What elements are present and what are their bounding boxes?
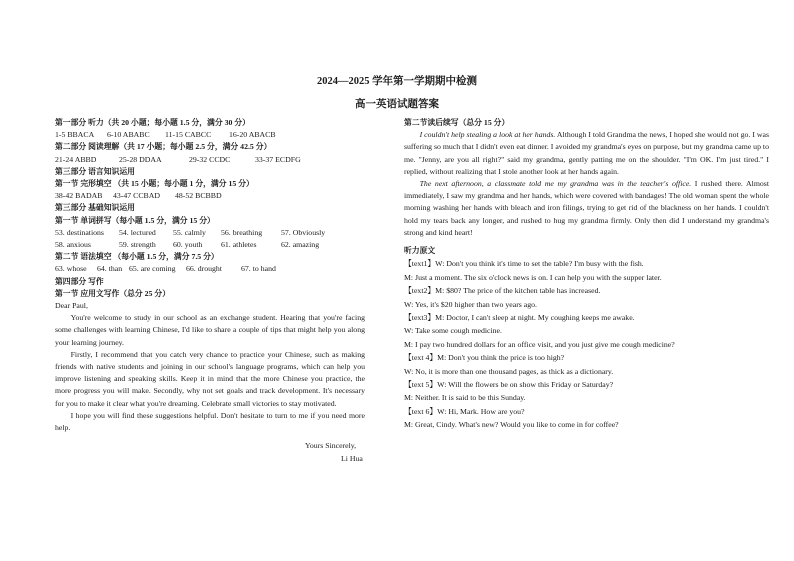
transcript-line: W: Yes, it's $20 higher than two years ago. [404,299,537,309]
letter-paragraph: I hope you will find these suggestions helpful. Don't hesitate to turn to me if you need more help. [55,410,365,433]
answer-group: 38-42 BADAB [55,191,103,201]
part2-answers [55,154,365,166]
part1-heading: 第一部分 听力（共 20 小题；每小题 1.5 分，满分 30 分） [55,118,250,127]
answer-item: 66. drought [186,264,222,274]
story-paragraph [404,129,769,178]
answer-item: 54. lectured [119,227,156,237]
answer-item: 53. destinations [55,227,104,237]
letter-paragraph: You're welcome to study in our school as an exchange student. Hearing that you're facing some challenges with learning Chinese, I'd like to share a couple of tips that might help you along your learning journey. [55,313,365,347]
part2-heading: 第二部分 阅读理解（共 17 小题；每小题 2.5 分，满分 42.5 分） [55,142,272,152]
answer-item: 62. amazing [281,240,320,250]
transcript-heading: 听力原文 [404,246,436,256]
continuation-heading: 第二节读后续写（总分 15 分） [404,118,510,127]
answer-item: 56. breathing [221,227,263,237]
section1-answers [55,190,365,202]
answer-group: 16-20 ABACB [229,130,276,140]
grammar-fill-row [55,263,365,275]
story-paragraph [404,178,769,239]
story-lead-sentence: I couldn't help stealing a look at her hands. [419,130,556,140]
document-subtitle: 高一英语试题答案 [355,99,439,110]
left-column [55,117,365,434]
answer-group: 29-32 CCDC [189,154,231,164]
answer-item: 57. Obviously [281,227,326,237]
spelling-row [55,227,365,239]
transcript-line: M: Great, Cindy. What's new? Would you like to come in for coffee? [404,420,619,430]
answer-group: 33-37 ECDFG [255,154,301,164]
part3-heading: 第三部分 语言知识运用 [55,166,135,176]
answer-group: 25-28 DDAA [119,154,162,164]
transcript-line: M: I pay two hundred dollars for an office visit, and you just give me cough medicine? [404,339,675,349]
transcript-line: 【text2】M: $80? The price of the kitchen table has increased. [404,286,601,296]
answer-item: 58. anxious [55,240,91,250]
story-body: Although I told Grandma the news, I hoped she would not go. I was suffering so much that I didn't even eat dinner. I avoided my grandma's eyes on purpose, but my grandma came up to me. "Jenny, are you all right?" said my grandma, gently patting me on the shoulder. "I'm OK. I'm just tired." I replied, without realizing that I stole another look at her hands again. [404,130,769,176]
part1-answers [55,129,365,141]
answer-item: 63. whose [55,264,87,274]
answer-group: 21-24 ABBD [55,154,97,164]
spelling-heading: 第一节 单词拼写（每小题 1.5 分，满分 15 分） [55,215,215,225]
letter-greeting: Dear Paul, [55,301,88,311]
transcript-line: 【text3】M: Doctor, I can't sleep at night. My coughing keeps me awake. [404,312,635,322]
part4-heading: 第四部分 写作 [55,276,104,286]
transcript [404,258,769,431]
transcript-line: 【text 5】W: Will the flowers be on show this Friday or Saturday? [404,379,614,389]
answer-group: 11-15 CABCC [165,130,212,140]
transcript-line: 【text1】W: Don't you think it's time to set the table? I'm busy with the fish. [404,259,644,269]
letter-paragraph: Firstly, I recommend that you catch very chance to practice your Chinese, such as making friends with native students and joining in our school's language programs, which can help you improve listening and speaking skills. Keep it in mind that the more Chinese you practice, the more progress you will make. Secondly, why not set goals and track development. It's necessary for you to make it clear what you're dreaming. Celebrate small victories to stay motivated. [55,349,365,408]
transcript-line: 【text 4】M: Don't you think the price is too high? [404,353,565,363]
part3b-heading: 第三部分 基础知识运用 [55,203,135,213]
answer-item: 60. youth [173,240,203,250]
transcript-line: W: Take some cough medicine. [404,326,502,336]
answer-item: 61. athletes [221,240,257,250]
answer-group: 43-47 CCBAD [113,191,161,201]
answer-item: 55. calmly [173,227,206,237]
answer-item: 59. strength [119,240,156,250]
answer-item: 65. are coming [129,264,176,274]
story-lead-sentence: The next afternoon, a classmate told me my grandma was in the teacher's office. [419,179,692,189]
transcript-line: W: No, it is more than one thousand pages, as thick as a dictionary. [404,366,614,376]
letter-closing: Yours Sincerely, [305,441,357,450]
letter-signature: Li Hua [341,454,363,463]
spelling-row [55,239,365,251]
answer-item: 67. to hand [241,264,276,274]
document-title: 2024—2025 学年第一学期期中检测 [316,76,478,87]
answer-group: 6-10 ABABC [107,130,150,140]
section1-heading: 第一节 完形填空 （共 15 小题；每小题 1 分，满分 15 分） [55,179,254,189]
right-column [404,117,769,431]
answer-group: 1-5 BBACA [55,130,95,140]
grammar-fill-heading: 第二节 语法填空 （每小题 1.5 分，满分 7.5 分） [55,252,219,262]
transcript-line: M: Neither. It is said to be this Sunday. [404,393,526,403]
writing-heading: 第一节 应用文写作（总分 25 分） [55,288,171,298]
story-body: I rushed there. Almost immediately, I saw my grandma and her hands, which were covered with bandages! The old woman spent the whole morning washing her hands with bleach and iron filings, trying to get rid of the blackness on her hands. I couldn't hold my tears back any longer, and rushed to hug my grandma firmly. Only then did I understand my grandma's strong and kind heart! [404,179,769,237]
answer-group: 48-52 BCBBD [175,191,222,201]
answer-item: 64. than [97,264,123,274]
transcript-line: M: Just a moment. The six o'clock news is on. I can help you with the supper later. [404,272,662,282]
transcript-line: 【text 6】W: Hi, Mark. How are you? [404,406,525,416]
